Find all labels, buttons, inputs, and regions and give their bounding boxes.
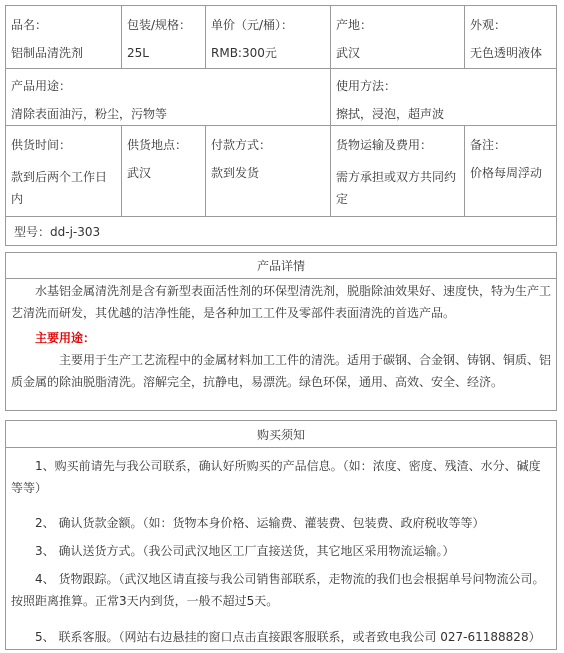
origin-label: 产地： — [336, 18, 373, 32]
pack-value: 25L — [127, 46, 149, 60]
price-value: RMB:300元 — [211, 46, 277, 60]
cell-origin — [330, 5, 465, 69]
details-intro: 水基铝金属清洗剂是含有新型表面活性剂的环保型清洗剂，脱脂除油效果好、速度快，特为生产工艺清洗而研发，其优越的洁净性能，是各种加工工件及零部件表面清洗的首选产品。 — [11, 284, 552, 320]
freight-value: 需方承担或双方共同约定 — [336, 170, 457, 206]
pack-label: 包装/规格： — [127, 18, 192, 32]
cell-payment — [205, 125, 331, 217]
cell-pack — [121, 5, 206, 69]
name-value: 铝制品清洗剂 — [11, 46, 84, 60]
purchase-heading: 购买须知 — [5, 420, 557, 448]
cell-model — [5, 216, 557, 246]
look-label: 外观： — [470, 18, 507, 32]
cell-use — [5, 68, 331, 126]
place-label: 供货地点： — [127, 138, 188, 152]
purchase-item-1: 1、购买前请先与我公司联系，确认好所购买的产品信息。（如：浓度、密度、残渣、水分、碱度等等） — [11, 459, 541, 495]
details-heading: 产品详情 — [5, 252, 557, 279]
cell-note — [464, 125, 557, 217]
purchase-item-4: 4、 货物跟踪。（武汉地区请直接与我公司销售部联系，走物流的我们也会根据单号问物流公司。按照距离推算。正常3天内到货，一般不超过5天。 — [11, 572, 545, 608]
use-label: 产品用途： — [11, 79, 72, 93]
cell-freight — [330, 125, 465, 217]
cell-method — [330, 68, 557, 126]
cell-name — [5, 5, 122, 69]
pay-label: 付款方式： — [211, 138, 272, 152]
freight-label: 货物运输及费用： — [336, 138, 433, 152]
method-value: 擦拭，浸泡，超声波 — [336, 107, 445, 121]
supply-value: 款到后两个工作日内 — [11, 170, 108, 206]
supply-label: 供货时间： — [11, 138, 72, 152]
purchase-item-5: 5、 联系客服。（网站右边悬挂的窗口点击直接跟客服联系，或者致电我公司 027-61188828） — [35, 630, 541, 644]
cell-supply-time — [5, 125, 122, 217]
note-value: 价格每周浮动 — [470, 166, 543, 180]
main-use-title: 主要用途： — [35, 331, 96, 345]
place-value: 武汉 — [127, 166, 152, 180]
name-label: 品名： — [11, 18, 48, 32]
purchase-item-3: 3、 确认送货方式。（我公司武汉地区工厂直接送货，其它地区采用物流运输。） — [35, 544, 455, 558]
price-label: 单价（元/桶）： — [211, 18, 294, 32]
cell-supply-place — [121, 125, 206, 217]
look-value: 无色透明液体 — [470, 46, 543, 60]
cell-price — [205, 5, 331, 69]
use-value: 清除表面油污，粉尘，污物等 — [11, 107, 168, 121]
origin-value: 武汉 — [336, 46, 361, 60]
note-label: 备注： — [470, 138, 507, 152]
pay-value: 款到发货 — [211, 166, 260, 180]
model-text: 型号：dd-j-303 — [14, 225, 101, 239]
cell-look — [464, 5, 557, 69]
main-use-text: 主要用于生产工艺流程中的金属材料加工工件的清洗。适用于碳钢、合金钢、铸钢、铜质、铝质金属的除油脱脂清洗。溶解完全，抗静电，易漂洗。绿色环保，通用、高效、安全、经济。 — [11, 353, 552, 389]
method-label: 使用方法： — [336, 79, 397, 93]
purchase-item-2: 2、 确认货款金额。（如：货物本身价格、运输费、灌装费、包装费、政府税收等等） — [35, 516, 485, 530]
